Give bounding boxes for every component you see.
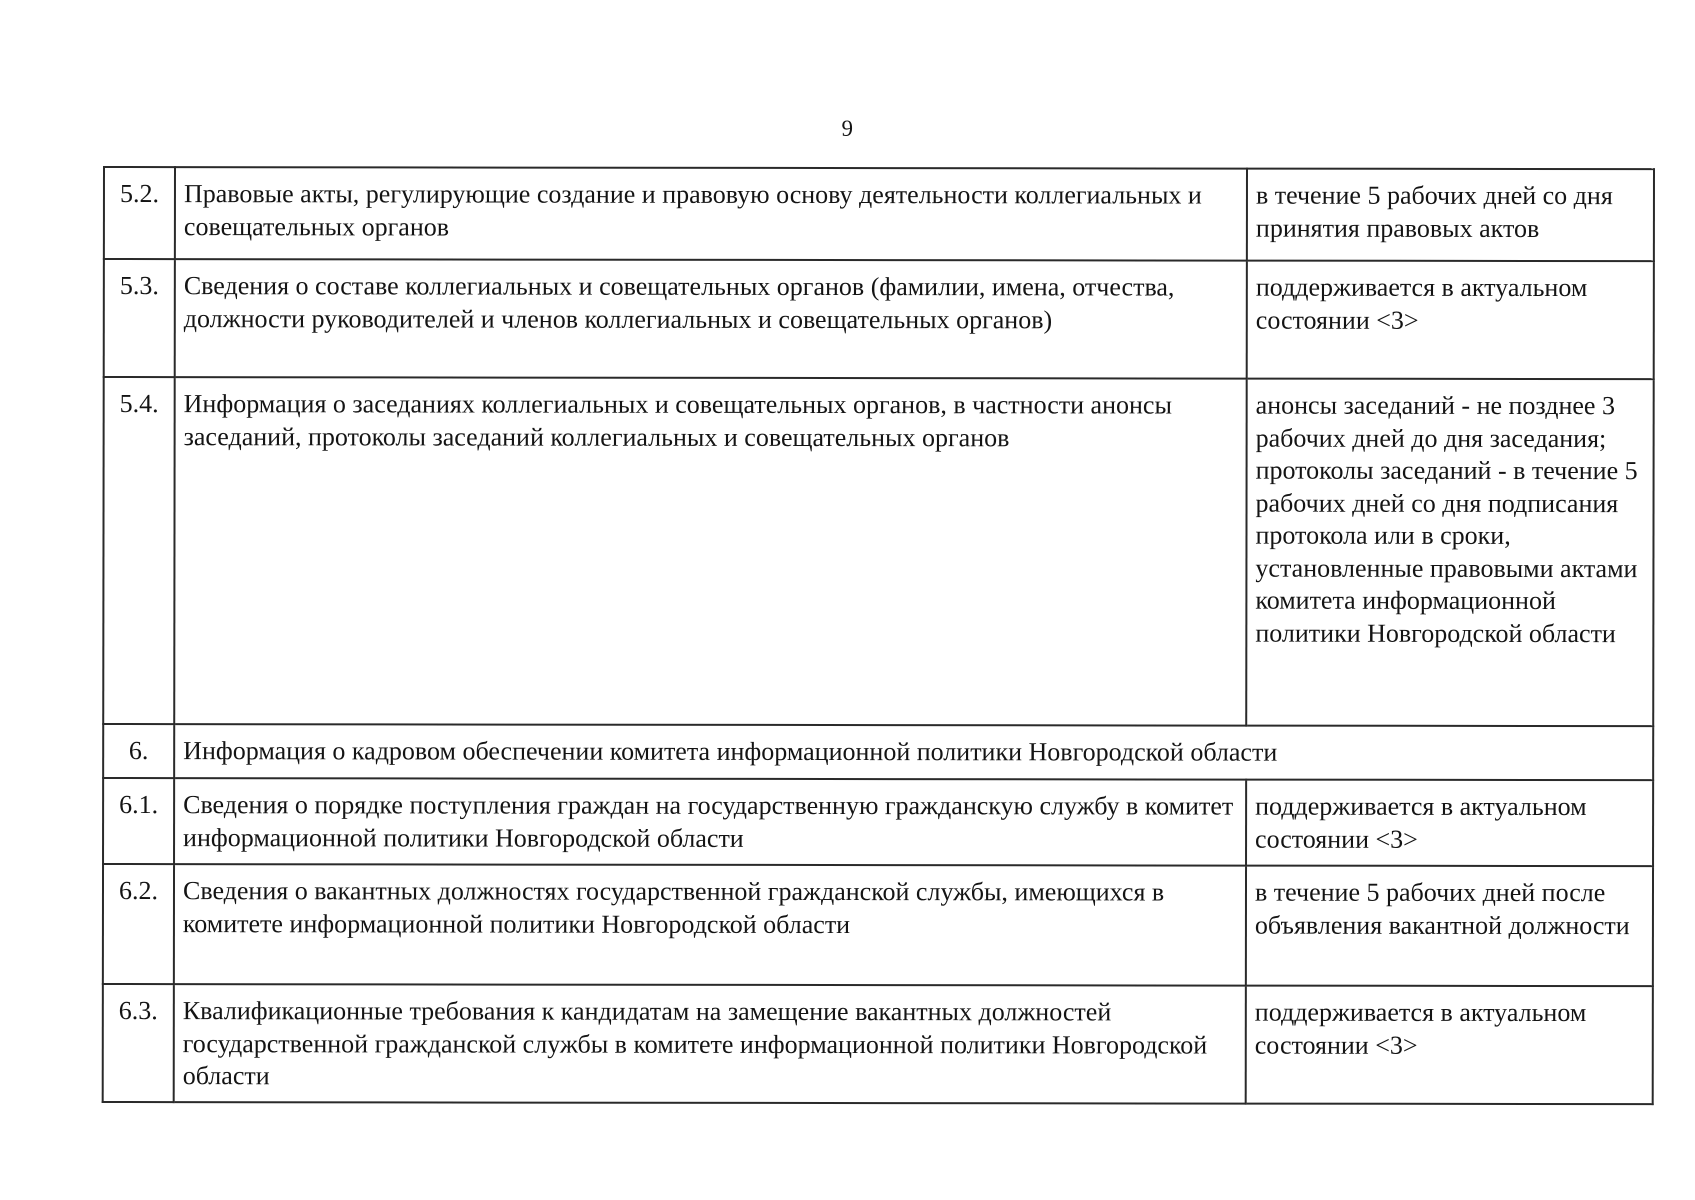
item-deadline: в течение 5 рабочих дней после объявления вакантной должности <box>1246 866 1653 987</box>
table-row <box>103 778 1653 866</box>
item-deadline: анонсы заседаний - не позднее 3 рабочих дней до дня заседания; протоколы заседаний - в течение 5 рабочих дней со дня подписания протокола или в сроки, установленные правовыми актами комитета информационной политики Новгородской области <box>1246 379 1653 727</box>
item-deadline: поддерживается в актуальном состоянии <3> <box>1246 986 1653 1105</box>
table-row <box>104 259 1654 379</box>
item-number: 6.1. <box>103 778 174 864</box>
item-description: Информация о заседаниях коллегиальных и совещательных органов, в частности анонсы заседаний, протоколы заседаний коллегиальных и совещательных органов <box>174 377 1246 725</box>
table-row <box>103 377 1653 726</box>
item-description: Квалификационные требования к кандидатам на замещение вакантных должностей государственной гражданской службы в комитете информационной политики Новгородской области <box>174 984 1246 1103</box>
table-row <box>103 864 1653 986</box>
item-description: Сведения о вакантных должностях государственной гражданской службы, имеющихся в комитете информационной политики Новгородской области <box>174 864 1246 985</box>
item-deadline: в течение 5 рабочих дней со дня принятия правовых актов <box>1247 169 1654 262</box>
section-title: Информация о кадровом обеспечении комитета информационной политики Новгородской области <box>174 724 1653 780</box>
page-number: 9 <box>841 116 854 141</box>
table-row <box>103 984 1653 1104</box>
section-header-row <box>103 724 1653 780</box>
table-row <box>104 167 1654 261</box>
disclosure-table <box>102 166 1655 1105</box>
item-number: 6.2. <box>103 864 174 984</box>
item-number: 6.3. <box>103 984 174 1102</box>
item-number: 5.4. <box>103 377 174 724</box>
item-number: 5.2. <box>104 167 175 259</box>
item-deadline: поддерживается в актуальном состоянии <3> <box>1247 261 1654 380</box>
item-description: Сведения о порядке поступления граждан на государственную гражданскую службу в комитет информационной политики Новгородской области <box>174 778 1246 865</box>
item-number: 5.3. <box>104 259 175 377</box>
section-number: 6. <box>103 724 174 778</box>
item-deadline: поддерживается в актуальном состоянии <3> <box>1246 780 1653 867</box>
item-description: Сведения о составе коллегиальных и совещательных органов (фамилии, имена, отчества, должности руководителей и членов коллегиальных и совещательных органов) <box>175 259 1247 378</box>
item-description: Правовые акты, регулирующие создание и правовую основу деятельности коллегиальных и совещательных органов <box>175 167 1247 260</box>
